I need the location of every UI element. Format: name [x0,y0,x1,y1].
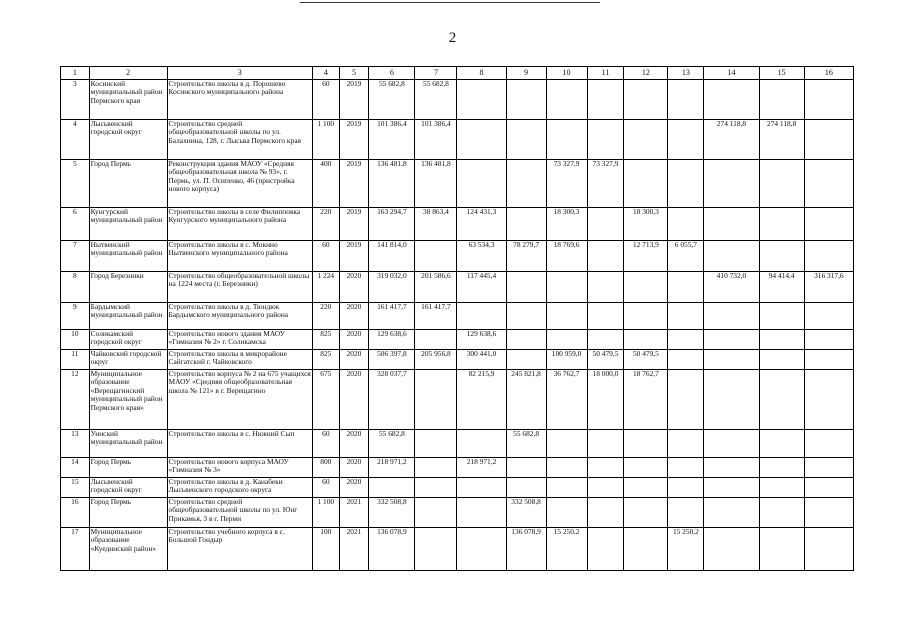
column-header: 3 [167,67,312,80]
amount-cell: 117 445,4 [457,272,506,303]
amount-cell: 136 078,9 [506,528,546,571]
amount-cell [506,350,546,370]
amount-cell: 12 713,9 [624,241,668,272]
municipality-name: Кунгурский муниципальный район [89,208,167,241]
amount-cell: 245 821,8 [506,370,546,430]
amount-cell: 78 279,7 [506,241,546,272]
column-header: 15 [759,67,804,80]
amount-cell [668,208,704,241]
column-header: 5 [339,67,369,80]
amount-cell [546,80,587,120]
amount-cell [506,458,546,478]
year-cell: 2021 [339,528,369,571]
amount-cell [759,330,804,350]
amount-cell: 63 534,3 [457,241,506,272]
column-header: 1 [61,67,90,80]
project-description: Строительство школы в селе Филипповка Кунгурского муниципального района [167,208,312,241]
amount-cell [506,330,546,350]
year-cell: 2019 [339,208,369,241]
amount-cell [704,330,759,350]
amount-cell: 15 250,2 [546,528,587,571]
municipality-name: Чайковский городской округ [89,350,167,370]
amount-cell: 328 037,7 [369,370,415,430]
amount-cell [415,498,457,528]
amount-cell: 274 118,8 [759,120,804,160]
amount-cell: 205 956,8 [415,350,457,370]
amount-cell [704,80,759,120]
amount-cell: 55 682,8 [369,80,415,120]
amount-cell [624,160,668,208]
amount-cell [587,208,624,241]
amount-cell [457,303,506,330]
amount-cell [759,528,804,571]
column-header: 16 [804,67,853,80]
row-number: 9 [61,303,90,330]
amount-cell [624,528,668,571]
municipality-name: Уинский муниципальный район [89,430,167,458]
amount-cell [804,350,853,370]
column-header: 11 [587,67,624,80]
row-number: 3 [61,80,90,120]
amount-cell [506,208,546,241]
municipality-name: Нытвенский муниципальный район [89,241,167,272]
amount-cell [587,80,624,120]
year-cell: 2020 [339,303,369,330]
amount-cell [704,350,759,370]
amount-cell [804,241,853,272]
amount-cell [624,478,668,498]
amount-cell [704,430,759,458]
column-header: 9 [506,67,546,80]
amount-cell [506,272,546,303]
amount-cell: 201 586,6 [415,272,457,303]
municipality-name: Муниципальное образование «Куединский район» [89,528,167,571]
project-description: Строительство корпуса № 2 на 675 учащихся МАОУ «Средняя общеобразовательная школа № 121» в г. Верещагино [167,370,312,430]
amount-cell [804,330,853,350]
amount-cell: 55 682,8 [415,80,457,120]
table-row [61,528,854,571]
row-number: 15 [61,478,90,498]
capacity-cell: 1 224 [313,272,340,303]
amount-cell: 136 481,8 [415,160,457,208]
project-description: Строительство средней общеобразовательной школы по ул. Балахнина, 128, г. Лысьва Пермского края [167,120,312,160]
year-cell: 2020 [339,330,369,350]
year-cell: 2019 [339,80,369,120]
column-header: 7 [415,67,457,80]
amount-cell: 506 397,8 [369,350,415,370]
amount-cell [759,303,804,330]
amount-cell: 129 638,6 [369,330,415,350]
amount-cell [587,498,624,528]
amount-cell [457,120,506,160]
table-row [61,80,854,120]
amount-cell [704,458,759,478]
amount-cell [457,528,506,571]
amount-cell [457,80,506,120]
amount-cell [546,458,587,478]
capacity-cell: 60 [313,478,340,498]
row-number: 16 [61,498,90,528]
amount-cell [704,478,759,498]
amount-cell [506,160,546,208]
table-row [61,478,854,498]
municipality-name: Бардымский муниципальный район [89,303,167,330]
row-number: 14 [61,458,90,478]
amount-cell [624,272,668,303]
row-number: 13 [61,430,90,458]
amount-cell [668,272,704,303]
amount-cell [587,330,624,350]
capacity-cell: 675 [313,370,340,430]
amount-cell [804,80,853,120]
capacity-cell: 100 [313,528,340,571]
table-row [61,120,854,160]
municipality-name: Город Пермь [89,458,167,478]
amount-cell [624,303,668,330]
row-number: 4 [61,120,90,160]
year-cell: 2019 [339,160,369,208]
amount-cell [546,120,587,160]
year-cell: 2020 [339,272,369,303]
table-row [61,160,854,208]
amount-cell [759,498,804,528]
amount-cell [704,370,759,430]
amount-cell [804,430,853,458]
amount-cell [804,478,853,498]
amount-cell: 94 414,4 [759,272,804,303]
amount-cell [759,478,804,498]
amount-cell [704,241,759,272]
municipality-name: Косинский муниципальный район Пермского края [89,80,167,120]
amount-cell: 82 215,9 [457,370,506,430]
amount-cell [759,458,804,478]
municipality-name: Лысьвенский городской округ [89,478,167,498]
amount-cell [704,498,759,528]
amount-cell [668,160,704,208]
amount-cell [546,478,587,498]
amount-cell [415,430,457,458]
amount-cell: 18 300,3 [546,208,587,241]
amount-cell [587,478,624,498]
amount-cell: 101 386,4 [369,120,415,160]
amount-cell [668,330,704,350]
amount-cell [506,303,546,330]
amount-cell: 18 000,0 [587,370,624,430]
amount-cell: 124 431,3 [457,208,506,241]
amount-cell [546,303,587,330]
year-cell: 2020 [339,458,369,478]
amount-cell [624,120,668,160]
amount-cell: 161 417,7 [369,303,415,330]
amount-cell [668,303,704,330]
amount-cell: 274 118,8 [704,120,759,160]
project-description: Строительство нового здания МАОУ «Гимназия № 2» г. Соликамска [167,330,312,350]
municipality-name: Город Пермь [89,160,167,208]
amount-cell [668,498,704,528]
amount-cell [759,208,804,241]
amount-cell [624,80,668,120]
amount-cell [457,160,506,208]
row-number: 5 [61,160,90,208]
project-description: Строительство нового корпуса МАОУ «Гимназия № 3» [167,458,312,478]
amount-cell: 332 508,8 [369,498,415,528]
capacity-cell: 60 [313,430,340,458]
table-body [61,80,854,571]
amount-cell [457,478,506,498]
year-cell: 2020 [339,478,369,498]
municipality-name: Лысьвенский городской округ [89,120,167,160]
amount-cell: 332 508,8 [506,498,546,528]
amount-cell [546,272,587,303]
amount-cell: 141 814,0 [369,241,415,272]
amount-cell [804,458,853,478]
capacity-cell: 825 [313,350,340,370]
amount-cell [546,430,587,458]
amount-cell [668,370,704,430]
table-row [61,241,854,272]
table-row [61,208,854,241]
row-number: 17 [61,528,90,571]
project-description: Строительство школы в микрорайоне Сайгатский г. Чайковского [167,350,312,370]
capacity-cell: 60 [313,241,340,272]
row-number: 10 [61,330,90,350]
amount-cell [704,528,759,571]
header-row [61,67,854,80]
amount-cell: 38 863,4 [415,208,457,241]
project-description: Строительство общеобразовательной школы на 1224 места (г. Березники) [167,272,312,303]
amount-cell [804,120,853,160]
column-header: 8 [457,67,506,80]
amount-cell [506,80,546,120]
table-row [61,370,854,430]
amount-cell [759,350,804,370]
amount-cell [759,241,804,272]
amount-cell [546,330,587,350]
amount-cell [804,528,853,571]
project-description: Строительство средней общеобразовательной школы по ул. Юнг Прикамья, 3 в г. Перми [167,498,312,528]
capacity-cell: 60 [313,80,340,120]
amount-cell [624,430,668,458]
table-row [61,330,854,350]
amount-cell [759,80,804,120]
amount-cell [804,303,853,330]
amount-cell [759,430,804,458]
row-number: 8 [61,272,90,303]
amount-cell: 55 682,8 [506,430,546,458]
column-header: 2 [89,67,167,80]
capacity-cell: 400 [313,160,340,208]
project-description: Строительство учебного корпуса в с. Большой Гондыр [167,528,312,571]
year-cell: 2021 [339,498,369,528]
year-cell: 2019 [339,120,369,160]
amount-cell [369,478,415,498]
amount-cell: 18 769,6 [546,241,587,272]
table-row [61,272,854,303]
capacity-cell: 800 [313,458,340,478]
table-row [61,458,854,478]
project-description: Строительство школы в с. Нижний Сып [167,430,312,458]
capacity-cell: 825 [313,330,340,350]
project-description: Реконструкция здания МАОУ «Средняя общеобразовательная школа № 93», г. Пермь, ул. П. Осипенко, 46 (пристройка нового корпуса) [167,160,312,208]
project-description: Строительство школы в д. Канабеки Лысьвенского городского округа [167,478,312,498]
amount-cell [759,370,804,430]
table-row [61,498,854,528]
amount-cell: 73 327,9 [587,160,624,208]
amount-cell [415,528,457,571]
amount-cell [506,478,546,498]
municipality-name: Город Пермь [89,498,167,528]
capacity-cell: 1 100 [313,120,340,160]
table-row [61,303,854,330]
year-cell: 2020 [339,370,369,430]
amount-cell [587,528,624,571]
top-rule [300,2,600,3]
amount-cell: 316 317,6 [804,272,853,303]
amount-cell [804,498,853,528]
amount-cell: 18 300,3 [624,208,668,241]
amount-cell: 55 682,8 [369,430,415,458]
year-cell: 2019 [339,241,369,272]
project-description: Строительство школы в д. Тюндюк Бардымского муниципального района [167,303,312,330]
amount-cell [546,498,587,528]
amount-cell: 73 327,9 [546,160,587,208]
column-header: 14 [704,67,759,80]
amount-cell [668,350,704,370]
amount-cell: 300 441,0 [457,350,506,370]
project-description: Строительство школы в д. Порошево Косинского муниципального района [167,80,312,120]
amount-cell [804,208,853,241]
municipality-name: Город Березники [89,272,167,303]
amount-cell: 18 762,7 [624,370,668,430]
amount-cell: 319 032,0 [369,272,415,303]
amount-cell [804,370,853,430]
row-number: 12 [61,370,90,430]
amount-cell: 136 481,8 [369,160,415,208]
amount-cell [587,430,624,458]
amount-cell [668,430,704,458]
column-header: 13 [668,67,704,80]
amount-cell: 50 479,5 [624,350,668,370]
municipality-name: Муниципальное образование «Верещагинский муниципальный район Пермского края» [89,370,167,430]
amount-cell: 218 971,2 [457,458,506,478]
amount-cell: 163 294,7 [369,208,415,241]
amount-cell [457,430,506,458]
column-header: 12 [624,67,668,80]
amount-cell [704,160,759,208]
data-table [60,66,854,571]
row-number: 6 [61,208,90,241]
page-number: 2 [448,30,457,46]
column-header: 4 [313,67,340,80]
amount-cell: 15 250,2 [668,528,704,571]
municipality-name: Соликамский городской округ [89,330,167,350]
amount-cell: 6 055,7 [668,241,704,272]
amount-cell: 136 078,9 [369,528,415,571]
amount-cell [704,303,759,330]
amount-cell [587,272,624,303]
amount-cell: 129 638,6 [457,330,506,350]
year-cell: 2020 [339,350,369,370]
amount-cell [804,160,853,208]
row-number: 7 [61,241,90,272]
amount-cell [506,120,546,160]
amount-cell: 36 762,7 [546,370,587,430]
amount-cell [415,458,457,478]
amount-cell: 100 959,0 [546,350,587,370]
amount-cell: 218 971,2 [369,458,415,478]
amount-cell: 101 386,4 [415,120,457,160]
column-header: 10 [546,67,587,80]
amount-cell: 50 479,5 [587,350,624,370]
amount-cell [415,478,457,498]
amount-cell [415,370,457,430]
amount-cell [587,241,624,272]
amount-cell: 410 732,0 [704,272,759,303]
amount-cell [457,498,506,528]
amount-cell [668,478,704,498]
table-row [61,350,854,370]
amount-cell [587,303,624,330]
amount-cell [624,498,668,528]
column-header: 6 [369,67,415,80]
amount-cell [415,241,457,272]
amount-cell [415,330,457,350]
amount-cell [587,120,624,160]
capacity-cell: 220 [313,208,340,241]
amount-cell [587,458,624,478]
table-row [61,430,854,458]
amount-cell [759,160,804,208]
amount-cell [624,458,668,478]
row-number: 11 [61,350,90,370]
amount-cell [668,458,704,478]
amount-cell [624,330,668,350]
project-description: Строительство школы в с. Мокино Нытвенского муниципального района [167,241,312,272]
capacity-cell: 220 [313,303,340,330]
amount-cell [704,208,759,241]
amount-cell: 161 417,7 [415,303,457,330]
capacity-cell: 1 100 [313,498,340,528]
amount-cell [668,80,704,120]
amount-cell [668,120,704,160]
year-cell: 2020 [339,430,369,458]
